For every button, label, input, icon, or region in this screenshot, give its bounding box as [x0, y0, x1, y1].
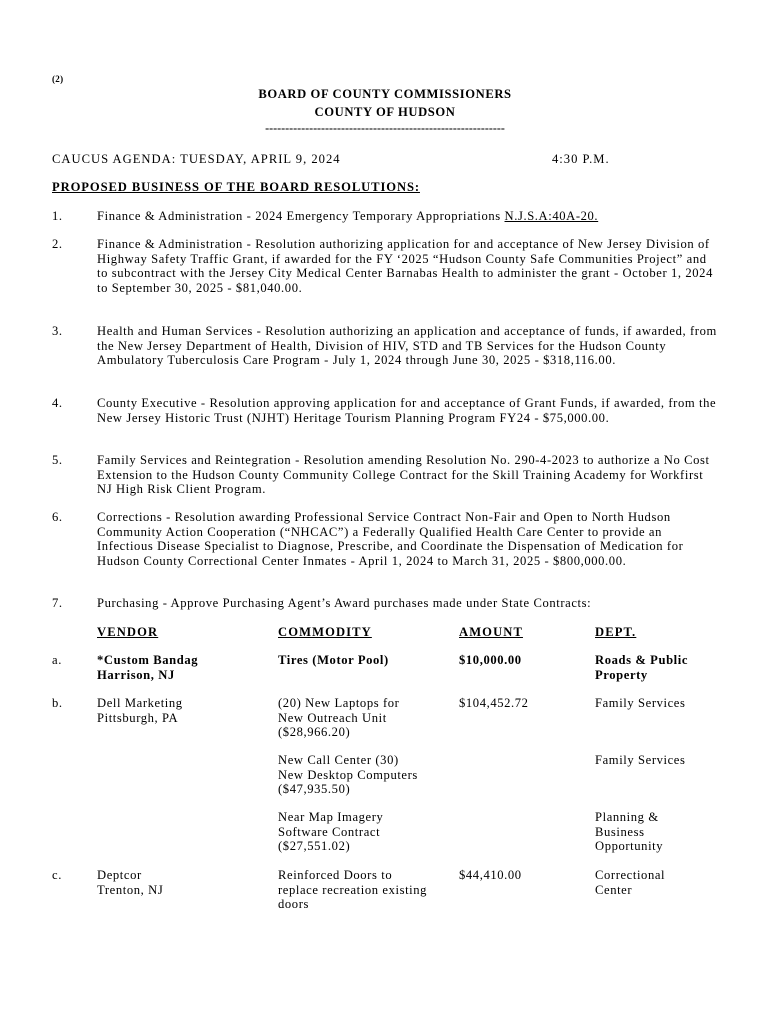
row-letter: a. [52, 653, 62, 667]
dept-line: Family Services [595, 753, 686, 767]
caucus-time: 4:30 P.M. [552, 152, 610, 166]
item-number: 5. [52, 453, 63, 467]
dept-line: Roads & Public [595, 653, 689, 667]
dept-line: Center [595, 882, 633, 897]
item-text: Health and Human Services - Resolution authorizing an application and acceptance of funds, if awarded, from the New Jersey Department of Health, Division of HIV, STD and TB Services for the Hudson County Ambulatory Tuberculosis Care Program - July 1, 2024 through June 30, 2025 - $318,116.00. [97, 324, 717, 367]
vendor-cell [97, 653, 267, 682]
item-number: 3. [52, 324, 63, 338]
commodity-cell [278, 653, 453, 668]
commodity-cell [278, 753, 453, 797]
dept-cell [595, 653, 725, 682]
vendor-name: *Custom Bandag [97, 653, 199, 667]
commodity-line: ($27,551.02) [278, 839, 351, 853]
caucus-agenda-date: CAUCUS AGENDA: TUESDAY, APRIL 9, 2024 [52, 152, 341, 166]
dept-line: Opportunity [595, 839, 664, 853]
commodity-line: (20) New Laptops for [278, 696, 400, 710]
item-number: 2. [52, 237, 63, 251]
county-title: COUNTY OF HUDSON [314, 105, 456, 119]
commodity-cell [278, 868, 456, 912]
commodity-line: ($47,935.50) [278, 782, 351, 796]
header-amount: AMOUNT [459, 625, 523, 639]
item-text: Finance & Administration - 2024 Emergency Temporary Appropriations N.J.S.A:40A-20. [97, 209, 599, 223]
commodity-line: New Outreach Unit [278, 710, 387, 725]
commodity-cell [278, 810, 453, 854]
board-title: BOARD OF COUNTY COMMISSIONERS [258, 87, 512, 101]
header-vendor: VENDOR [97, 625, 159, 639]
item-text: Family Services and Reintegration - Resolution amending Resolution No. 290-4-2023 to authorize a No Cost Extension to the Hudson County Community College Contract for the Skill Training Academy for Workfirst NJ High Risk Client Program. [97, 453, 710, 496]
amount-cell: $104,452.72 [459, 696, 529, 710]
amount-cell: $44,410.00 [459, 868, 522, 882]
dept-line: Correctional [595, 868, 666, 882]
dept-line: Property [595, 667, 648, 682]
vendor-cell [97, 696, 267, 725]
dept-cell [595, 753, 725, 768]
row-letter: c. [52, 868, 62, 882]
section-title: PROPOSED BUSINESS OF THE BOARD RESOLUTIONS: [52, 180, 420, 194]
header-dept: DEPT. [595, 625, 637, 639]
item-text: Purchasing - Approve Purchasing Agent’s Award purchases made under State Contracts: [97, 596, 592, 610]
vendor-location: Harrison, NJ [97, 667, 175, 682]
commodity-line: Reinforced Doors to [278, 868, 393, 882]
vendor-location: Trenton, NJ [97, 882, 164, 897]
row-letter: b. [52, 696, 63, 710]
dept-line: Planning & [595, 810, 659, 824]
vendor-name: Dell Marketing [97, 696, 183, 710]
dept-cell [595, 868, 725, 897]
commodity-line: New Desktop Computers [278, 767, 418, 782]
commodity-line: ($28,966.20) [278, 725, 351, 739]
commodity-line: New Call Center (30) [278, 753, 399, 767]
item-number: 7. [52, 596, 63, 610]
item-text: Finance & Administration - Resolution authorizing application for and acceptance of New Jersey Division of Highway Safety Traffic Grant, if awarded for the FY ‘2025 “Hudson County Safe Communities Project” and to subcontract with the Jersey City Medical Center Barnabas Health to administer the grant - October 1, 2024 to September 30, 2025 - $81,040.00. [97, 237, 713, 295]
dept-line: Business [595, 824, 645, 839]
dept-cell [595, 810, 725, 854]
commodity-line: Tires (Motor Pool) [278, 653, 389, 667]
header-rule: ------------------------------------------------------------ [265, 121, 505, 135]
vendor-cell [97, 868, 267, 897]
page-marker: (2) [52, 74, 64, 84]
commodity-line: doors [278, 897, 309, 911]
header-commodity: COMMODITY [278, 625, 372, 639]
item-number: 1. [52, 209, 63, 223]
item-text: County Executive - Resolution approving application for and acceptance of Grant Funds, if awarded, from the New Jersey Historic Trust (NJHT) Heritage Tourism Planning Program FY24 - $75,000.00. [97, 396, 717, 425]
dept-cell [595, 696, 725, 711]
vendor-location: Pittsburgh, PA [97, 710, 179, 725]
statute-reference: N.J.S.A:40A-20. [504, 209, 599, 223]
item-number: 4. [52, 396, 63, 410]
commodity-line: replace recreation existing [278, 882, 428, 897]
vendor-name: Deptcor [97, 868, 142, 882]
item-number: 6. [52, 510, 63, 524]
amount-cell: $10,000.00 [459, 653, 522, 667]
commodity-cell [278, 696, 453, 740]
commodity-line: Near Map Imagery [278, 810, 384, 824]
item-text: Corrections - Resolution awarding Professional Service Contract Non-Fair and Open to North Hudson Community Action Cooperation (“NHCAC”) a Federally Qualified Health Care Center to provide an Infectious Disease Specialist to Diagnose, Prescribe, and Coordinate the Dispensation of Medication for Hudson County Correctional Center Inmates - April 1, 2024 to March 31, 2025 - $800,000.00. [97, 510, 684, 568]
commodity-line: Software Contract [278, 824, 381, 839]
dept-line: Family Services [595, 696, 686, 710]
